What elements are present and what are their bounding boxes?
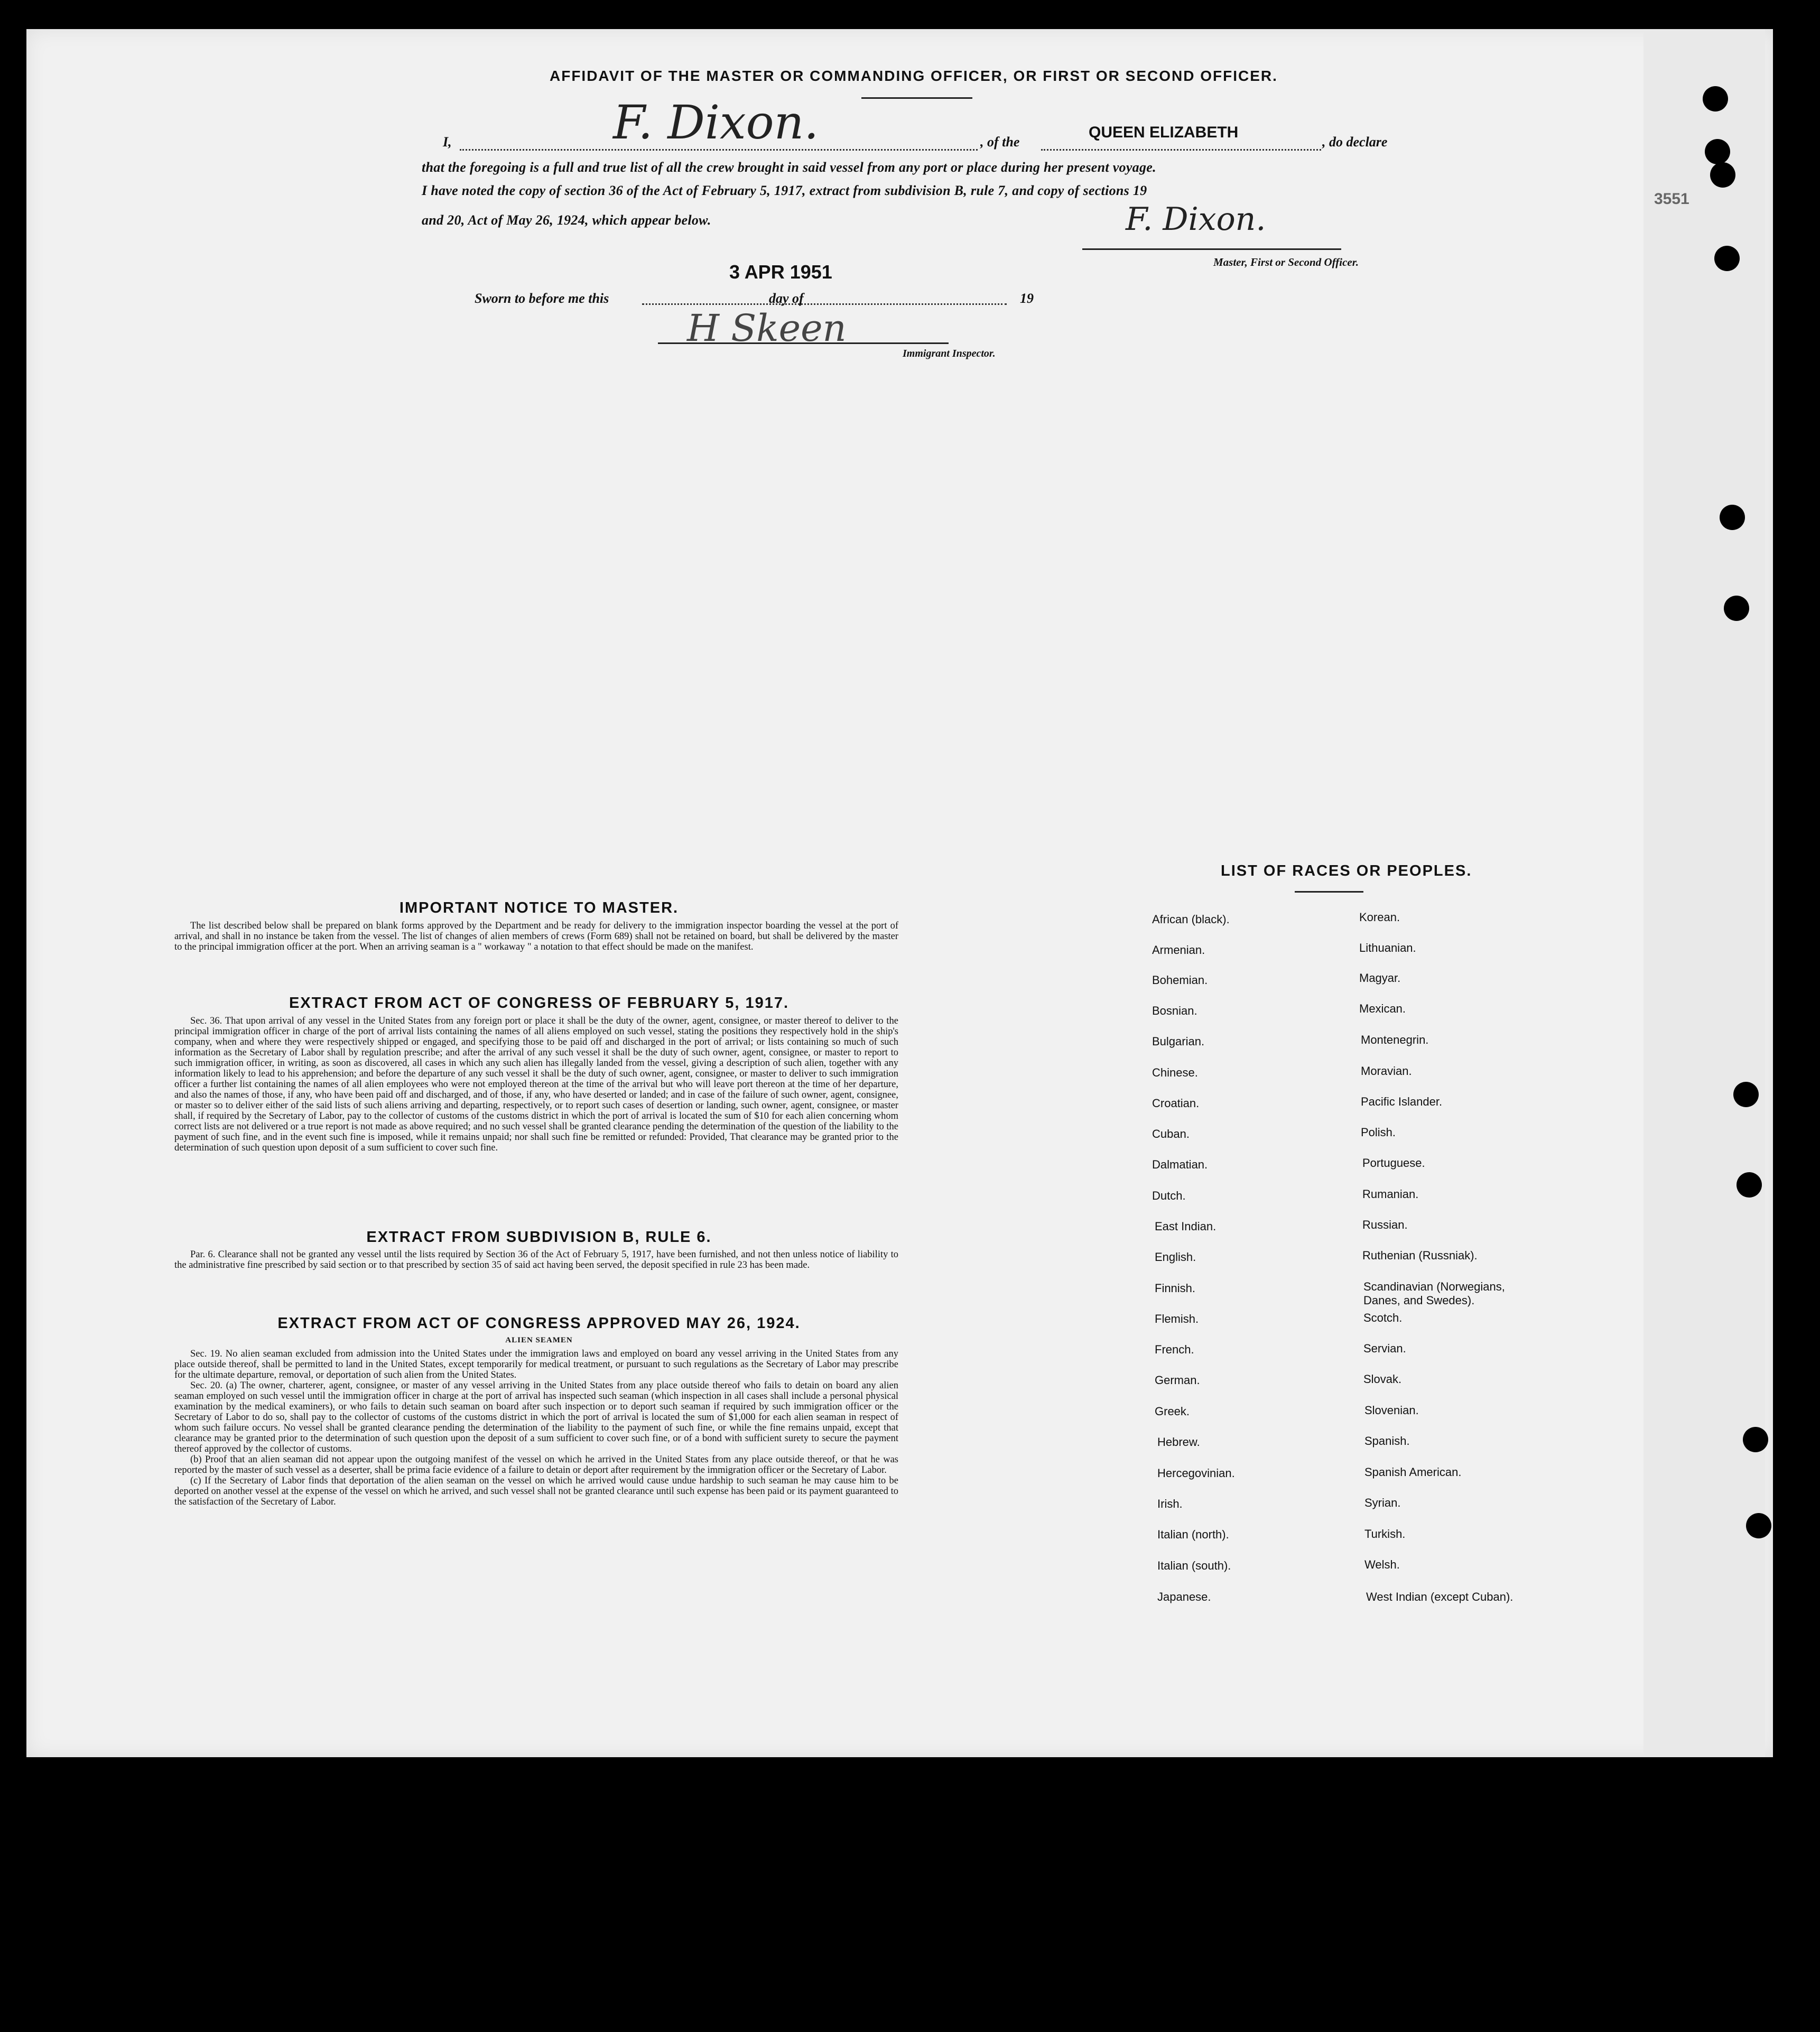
race-item: Flemish. <box>1155 1312 1199 1325</box>
inspector-signature: H Skeen <box>687 307 847 350</box>
punch-hole <box>1703 86 1728 112</box>
race-item: Irish. <box>1157 1497 1183 1510</box>
race-item: French. <box>1155 1343 1194 1356</box>
races-title: LIST OF RACES OR PEOPLES. <box>1221 862 1472 879</box>
punch-hole <box>1743 1427 1768 1452</box>
sworn-label: Sworn to before me this <box>475 291 609 306</box>
race-item: Slovak. <box>1363 1372 1402 1386</box>
notice-body <box>174 921 898 952</box>
master-signature: F. Dixon. <box>613 95 819 150</box>
race-item: Scotch. <box>1363 1311 1403 1324</box>
race-item: Finnish. <box>1155 1282 1196 1295</box>
race-item: Japanese. <box>1157 1590 1211 1603</box>
sec-19-text: Sec. 19. No alien seaman excluded from admission into the United States under the immigration laws and employed on board any vessel arriving in the United States from any place outside thereof, shall be permitted to land in the United States, except temporarily for medical treatment, or pursuant to such regulations as the Secretary of Labor may prescribe for the ultimate departure, removal, or deportation of such alien from the United States. <box>174 1349 898 1380</box>
race-item: Russian. <box>1362 1218 1408 1231</box>
vessel-line <box>1041 149 1321 151</box>
race-item: Italian (north). <box>1157 1528 1229 1541</box>
affidavit-line-3: and 20, Act of May 26, 1924, which appear below. <box>422 212 711 228</box>
race-item: Italian (south). <box>1157 1559 1231 1572</box>
race-item: Turkish. <box>1364 1527 1406 1541</box>
race-item: Spanish. <box>1364 1434 1410 1448</box>
day-of-label: day of <box>769 291 804 306</box>
inspector-caption: Immigrant Inspector. <box>903 348 996 359</box>
race-item: Slovenian. <box>1364 1404 1419 1417</box>
race-item: Hebrew. <box>1157 1435 1200 1449</box>
race-item: Pacific Islander. <box>1361 1095 1443 1108</box>
race-item: Welsh. <box>1364 1558 1400 1571</box>
race-item: German. <box>1155 1374 1200 1387</box>
race-item: Spanish American. <box>1364 1465 1462 1479</box>
punch-hole <box>1737 1172 1762 1198</box>
race-item: Montenegrin. <box>1361 1033 1429 1046</box>
race-item: Magyar. <box>1359 971 1401 985</box>
race-item: Cuban. <box>1152 1127 1190 1140</box>
par-6-text: Par. 6. Clearance shall not be granted any vessel until the lists required by Section 36 of the Act of February 5, 1917, have been furnished, and not then unless notice of liability to the administrative fine prescribed by said section or to that prescribed by section 35 of said act having been served, the deposit specified in rule 23 has been made. <box>174 1249 898 1270</box>
race-item: Rumanian. <box>1362 1187 1419 1201</box>
punch-hole <box>1705 139 1730 164</box>
race-item: Bulgarian. <box>1152 1035 1205 1048</box>
do-declare-label: , do declare <box>1322 134 1388 150</box>
races-title-underline <box>1295 891 1363 893</box>
race-item: East Indian. <box>1155 1220 1217 1233</box>
race-item: Bosnian. <box>1152 1004 1197 1017</box>
alien-seamen-subtitle: ALIEN SEAMEN <box>505 1336 573 1344</box>
race-item: Scandinavian (Norwegians, Danes, and Swedes). <box>1363 1280 1505 1307</box>
race-item: West Indian (except Cuban). <box>1366 1590 1513 1603</box>
race-item: Bohemian. <box>1152 973 1208 987</box>
race-item: Chinese. <box>1152 1066 1198 1079</box>
race-item: Moravian. <box>1361 1064 1412 1078</box>
extract-1917-body <box>174 1016 898 1153</box>
inspector-line <box>658 342 949 344</box>
sec-20c-text: (c) If the Secretary of Labor finds that deportation of the alien seaman on the vessel on which he arrived would cause undue hardship to such seaman he may cause him to be deported on another vessel at the expense of the vessel on which he arrived, and such vessel shall not be granted clearance until such expense has been paid or its payment guaranteed to the satisfaction of the Secretary of Labor. <box>174 1476 898 1507</box>
notice-text: The list described below shall be prepared on blank forms approved by the Department and be ready for delivery to the immigration inspector boarding the vessel at the port of arrival, and shall in no instance be taken from the vessel. The list of changes of alien members of crews (Form 689) shall not be retained on board, but shall be delivered by the master to the principal immigration officer at the port. When an arriving seaman is a " workaway " a notation to that effect should be made on the manifest. <box>174 921 898 952</box>
extract-1917-title: EXTRACT FROM ACT OF CONGRESS OF FEBRUARY 5, 1917. <box>289 995 790 1012</box>
section-36-text: Sec. 36. That upon arrival of any vessel in the United States from any foreign port or place it shall be the duty of the owner, agent, consignee, or master thereof to deliver to the principal immigration officer in charge of the port of arrival lists containing the names of all aliens employed on such vessel, stating the positions they respectively hold in the ship's company, when and where they were respectively shipped or engaged, and specifying those to be paid off and discharged in the port of arrival; or lists containing so much of such information as the Secretary of Labor shall by regulation prescribe; and after the arrival of any such vessel it shall be the duty of such owner, agent, consignee, or master to report to such immigration officer, in writing, as soon as discovered, all cases in which any such alien has illegally landed from the vessel, giving a description of such alien, together with any information likely to lead to his apprehension; and before the departure of any such vessel it shall be the duty of such owner, agent, consignee, or master to deliver to such immigration officer a further list containing the names of all alien employees who were not employed thereon at the time of the arrival but who will leave port thereon at the time of her departure, and also the names of those, if any, who have been paid off and discharged, and of those, if any, who have deserted or landed; and in case of the failure of such owner, agent, consignee, or master so to deliver either of the said lists of such aliens arriving and departing, respectively, or to report such cases of desertion or landing, such owner, agent, consignee, or master shall, if required by the Secretary of Labor, pay to the collector of customs of the customs district in which the port of arrival is located the sum of $10 for each alien concerning whom correct lists are not delivered or a true report is not made as above required; and no such vessel shall be granted clearance pending the determination of the question of the liability to the payment of such fine, and in the event such fine is imposed, while it remains unpaid; nor shall such fine be remitted or refunded: Provided, That clearance may be granted prior to the determination of such question upon deposit of a sum sufficient to cover such fine. <box>174 1016 898 1153</box>
race-item: Ruthenian (Russniak). <box>1362 1249 1478 1262</box>
race-item: English. <box>1155 1250 1196 1264</box>
page-stamp: 3551 <box>1654 190 1689 208</box>
race-item: Dutch. <box>1152 1189 1186 1202</box>
race-item: Portuguese. <box>1362 1156 1425 1170</box>
signature-caption: Master, First or Second Officer. <box>1213 256 1359 268</box>
race-item: African (black). <box>1152 913 1230 926</box>
punch-hole <box>1746 1513 1771 1538</box>
page-edge-shadow <box>1643 29 1765 1757</box>
title-underline <box>861 97 972 99</box>
race-item: Dalmatian. <box>1152 1158 1208 1171</box>
race-item: Armenian. <box>1152 943 1205 957</box>
notice-title: IMPORTANT NOTICE TO MASTER. <box>399 899 679 916</box>
i-label: I, <box>443 134 452 150</box>
punch-hole <box>1720 505 1745 530</box>
of-the-label: , of the <box>980 134 1020 150</box>
race-item: Mexican. <box>1359 1002 1406 1015</box>
subdivision-b-title: EXTRACT FROM SUBDIVISION B, RULE 6. <box>366 1229 712 1246</box>
punch-hole <box>1724 596 1749 621</box>
vessel-name: QUEEN ELIZABETH <box>1089 124 1239 141</box>
sworn-line <box>642 303 1007 305</box>
punch-hole <box>1710 162 1735 188</box>
race-item: Lithuanian. <box>1359 941 1416 954</box>
master-signature-repeat: F. Dixon. <box>1126 201 1266 238</box>
date-stamp: 3 APR 1951 <box>729 261 832 283</box>
signature-line <box>1082 248 1341 250</box>
race-item: Greek. <box>1155 1405 1190 1418</box>
race-item: Korean. <box>1359 911 1400 924</box>
subdivision-b-body <box>174 1249 898 1270</box>
year-label: 19 <box>1020 291 1034 306</box>
race-item: Polish. <box>1361 1126 1396 1139</box>
punch-hole <box>1714 246 1740 271</box>
punch-hole <box>1733 1082 1759 1107</box>
sec-20b-text: (b) Proof that an alien seaman did not appear upon the outgoing manifest of the vessel on which he arrived in the United States from any place outside thereof, or that he was reported by the master of such vessel as a deserter, shall be prima facie evidence of a failure to detain or deport after requirement by the immigration officer or the Secretary of Labor. <box>174 1454 898 1476</box>
extract-1924-title: EXTRACT FROM ACT OF CONGRESS APPROVED MAY 26, 1924. <box>277 1315 801 1332</box>
race-item: Syrian. <box>1364 1496 1401 1509</box>
affidavit-title: AFFIDAVIT OF THE MASTER OR COMMANDING OFFICER, OR FIRST OR SECOND OFFICER. <box>550 68 1278 84</box>
affidavit-line-2: I have noted the copy of section 36 of the Act of February 5, 1917, extract from subdivision B, rule 7, and copy of sections 19 <box>422 183 1147 198</box>
race-item: Croatian. <box>1152 1097 1200 1110</box>
sec-20a-text: Sec. 20. (a) The owner, charterer, agent, consignee, or master of any vessel arriving in the United States from any place outside thereof who fails to detain on board any alien seaman employed on such vessel until the immigration officer in charge at the port of arrival has inspected such seaman (which inspection in all cases shall include a personal physical examination by the medical examiners), or who fails to detain such seaman on board after such inspection or to deport such seaman if required by such immigration officer or the Secretary of Labor to do so, shall pay to the collector of customs of the customs district in which the port of arrival is located the sum of $1,000 for each alien seaman in respect of whom such failure occurs. No vessel shall be granted clearance pending the determination of the liability to the payment of such fine, or while the fine remains unpaid, except that clearance may be granted prior to the determination of such question upon the deposit of a sum sufficient to cover such fine, or of a bond with sufficient surety to secure the payment thereof approved by the collector of customs. <box>174 1380 898 1454</box>
affidavit-line-1: that the foregoing is a full and true list of all the crew brought in said vessel from any port or place during her present voyage. <box>422 160 1156 175</box>
extract-1924-body <box>174 1349 898 1507</box>
race-item: Hercegovinian. <box>1157 1467 1235 1480</box>
race-item: Servian. <box>1363 1342 1406 1355</box>
